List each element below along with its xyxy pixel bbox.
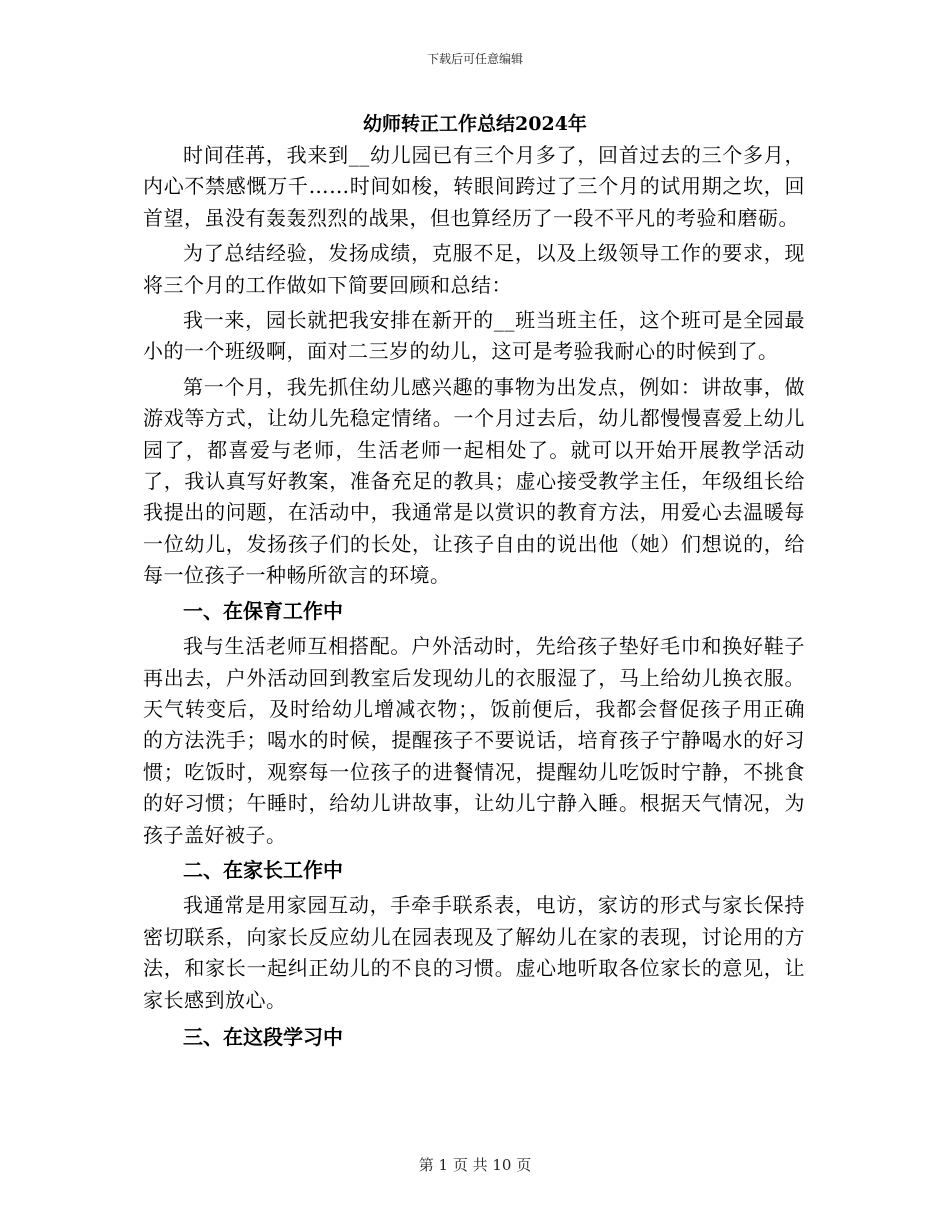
class-assignment-paragraph: 我一来，园长就把我安排在新开的__班当班主任，这个班可是全园最小的一个班级啊，面对二三岁的幼儿，这可是考验我耐心的时候到了。: [143, 308, 805, 364]
document-title: 幼师转正工作总结2024年: [363, 113, 587, 135]
section-heading-childcare: 一、在保育工作中: [183, 598, 343, 623]
document-body: [143, 140, 805, 1057]
parents-paragraph: 我通常是用家园互动，手牵手联系表，电访，家访的形式与家长保持密切联系，向家长反应幼儿在园表现及了解幼儿在家的表现，讨论用的方法，和家长一起纠正幼儿的不良的习惯。虚心地听取各位家长的意见，让家长感到放心。: [143, 893, 805, 1012]
intro-paragraph: 时间荏苒，我来到__幼儿园已有三个月多了，回首过去的三个多月，内心不禁感慨万千……时间如梭，转眼间跨过了三个月的试用期之坎，回首望，虽没有轰轰烈烈的战果，但也算经历了一段不平凡的考验和磨砺。: [143, 143, 805, 230]
summary-purpose-paragraph: 为了总结经验，发扬成绩，克服不足，以及上级领导工作的要求，现将三个月的工作做如下简要回顾和总结：: [143, 241, 805, 297]
section-heading-parents: 二、在家长工作中: [183, 857, 343, 882]
childcare-paragraph: 我与生活老师互相搭配。户外活动时，先给孩子垫好毛巾和换好鞋子再出去，户外活动回到教室后发现幼儿的衣服湿了，马上给幼儿换衣服。天气转变后，及时给幼儿增减衣物；，饭前便后，我都会督促孩子用正确的方法洗手；喝水的时候，提醒孩子不要说话，培育孩子宁静喝水的好习惯；吃饭时，观察每一位孩子的进餐情况，提醒幼儿吃饭时宁静，不挑食的好习惯；午睡时，给幼儿讲故事，让幼儿宁静入睡。根据天气情况，为孩子盖好被子。: [143, 634, 805, 847]
page-footer-pagination: 第 1 页 共 10 页: [418, 1156, 532, 1174]
section-heading-study: 三、在这段学习中: [183, 1024, 343, 1049]
first-month-paragraph: 第一个月，我先抓住幼儿感兴趣的事物为出发点，例如：讲故事，做游戏等方式，让幼儿先稳定情绪。一个月过去后，幼儿都慢慢喜爱上幼儿园了，都喜爱与老师，生活老师一起相处了。就可以开始开展教学活动了，我认真写好教案，准备充足的教具；虚心接受教学主任，年级组长给我提出的问题，在活动中，我通常是以赏识的教育方法，用爱心去温暖每一位幼儿，发扬孩子们的长处，让孩子自由的说出他（她）们想说的，给每一位孩子一种畅所欲言的环境。: [143, 374, 805, 588]
page-header-note: 下载后可任意编辑: [426, 52, 523, 66]
